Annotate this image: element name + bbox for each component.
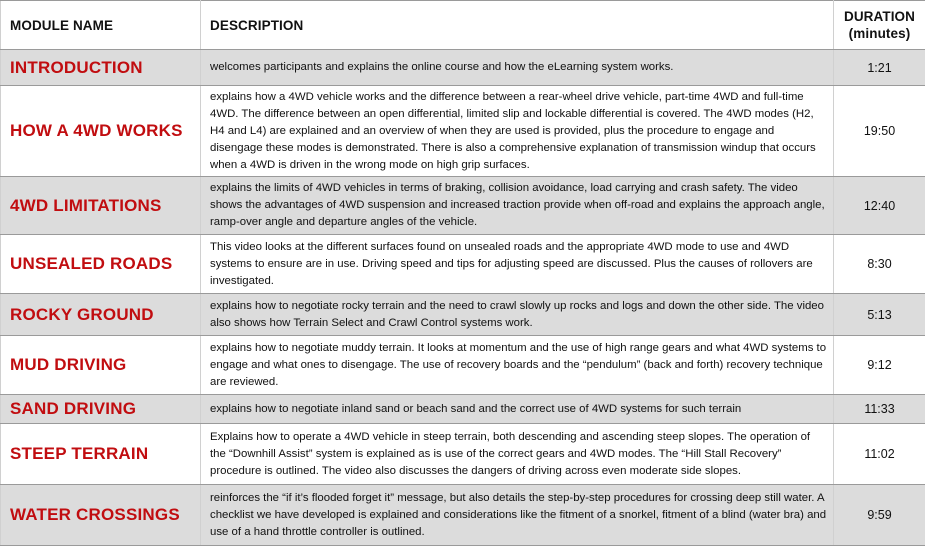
description-header: DESCRIPTION [201, 1, 834, 50]
module-duration: 19:50 [834, 86, 925, 177]
header-row [1, 1, 925, 50]
module-name: INTRODUCTION [1, 50, 201, 86]
module-description: explains how a 4WD vehicle works and the difference between a rear-wheel drive vehicle, part-time 4WD and full-time 4WD. The difference between an open differential, limited slip and lockable differential is covered. The 4WD modes (H2, H4 and L4) are explained and an overview of when they are used is provided, plus the procedure to engage and disengage these modes is demonstrated. There is also a comprehensive explanation of transmission windup that occurs when a 4WD is driven in the wrong mode on high grip surfaces. [201, 86, 834, 177]
module-duration: 8:30 [834, 235, 925, 294]
module-duration: 9:59 [834, 485, 925, 546]
module-name: WATER CROSSINGS [1, 485, 201, 546]
module-duration: 9:12 [834, 336, 925, 395]
module-row-water-crossings [1, 485, 925, 546]
module-name: MUD DRIVING [1, 336, 201, 395]
module-description: explains how to negotiate inland sand or beach sand and the correct use of 4WD systems for such terrain [201, 395, 834, 424]
module-duration: 5:13 [834, 294, 925, 336]
module-row-rocky-ground [1, 294, 925, 336]
module-name-header: MODULE NAME [1, 1, 201, 50]
module-row-introduction [1, 50, 925, 86]
duration-header-line1: DURATION [843, 9, 916, 24]
module-description: explains how to negotiate rocky terrain and the need to crawl slowly up rocks and logs and down the other side. The video also shows how Terrain Select and Crawl Control systems work. [201, 294, 834, 336]
module-description: reinforces the “if it’s flooded forget it” message, but also details the step-by-step procedures for crossing deep still water. A checklist we have developed is explained and considerations like the fitment of a snorkel, fitment of a blind (water bra) and use of a hand throttle controller is outlined. [201, 485, 834, 546]
module-name: 4WD LIMITATIONS [1, 177, 201, 235]
module-name: SAND DRIVING [1, 395, 201, 424]
module-row-unsealed-roads [1, 235, 925, 294]
module-duration: 11:02 [834, 424, 925, 485]
duration-header [834, 1, 925, 50]
module-description: explains how to negotiate muddy terrain. It looks at momentum and the use of high range gears and what 4WD systems to engage and what ones to disengage. The use of recovery boards and the “pendulum” (back and forth) recovery technique are reviewed. [201, 336, 834, 395]
module-name: HOW A 4WD WORKS [1, 86, 201, 177]
module-duration: 12:40 [834, 177, 925, 235]
module-name: ROCKY GROUND [1, 294, 201, 336]
module-row-mud-driving [1, 336, 925, 395]
module-row-sand-driving [1, 395, 925, 424]
module-name: STEEP TERRAIN [1, 424, 201, 485]
duration-header-line2: (minutes) [848, 26, 911, 41]
module-description: welcomes participants and explains the online course and how the eLearning system works. [201, 50, 834, 86]
module-row-how-a-4wd-works [1, 86, 925, 177]
module-description: This video looks at the different surfaces found on unsealed roads and the appropriate 4WD mode to use and 4WD systems to ensure are in use. Driving speed and tips for adjusting speed are discussed. Plus the causes of rollovers are investigated. [201, 235, 834, 294]
module-row-steep-terrain [1, 424, 925, 485]
module-description: explains the limits of 4WD vehicles in terms of braking, collision avoidance, load carrying and crash safety. The video shows the advantages of 4WD suspension and increased traction provide when off-road and explains the approach angle, ramp-over angle and departure angles of the vehicle. [201, 177, 834, 235]
module-duration: 11:33 [834, 395, 925, 424]
module-name: UNSEALED ROADS [1, 235, 201, 294]
module-row-4wd-limitations [1, 177, 925, 235]
module-description: Explains how to operate a 4WD vehicle in steep terrain, both descending and ascending steep slopes. The operation of the “Downhill Assist” system is explained as is use of the correct gears and 4WD modes. The “Hill Stall Recovery” procedure is outlined. The video also discusses the dangers of driving across even moderate side slopes. [201, 424, 834, 485]
module-duration: 1:21 [834, 50, 925, 86]
